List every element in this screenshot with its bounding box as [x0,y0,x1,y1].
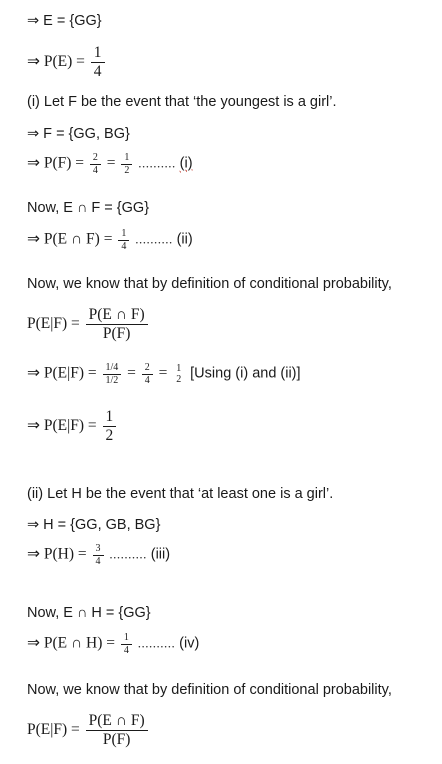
fraction-denominator: 1/2 [105,374,119,386]
fraction-denominator: 2 [176,374,182,385]
prob-e-left: ⇒ P(E) = [27,52,85,70]
event-f-definition: (i) Let F be the event that ‘the youngest is a girl’. [27,94,337,110]
fraction-denominator: 4 [95,555,101,567]
conditional-formula-line-2 [27,712,150,749]
prob-f-line [27,152,193,176]
prob-h-left: ⇒ P(H) = [27,545,87,563]
equation-tag: (i) [179,155,193,172]
equation-tag: (iii) [150,546,171,563]
set-h-line: ⇒ H = {GG, GB, BG} [27,517,161,533]
fraction-numerator: 1/4 [105,362,119,373]
prob-e-and-h-left: ⇒ P(E ∩ H) = [27,634,116,652]
conditional-result-left: ⇒ P(E|F) = [27,416,97,434]
fraction-numerator: 1 [93,44,102,61]
fraction-denominator: 4 [92,164,98,176]
intersection-eh-line: Now, E ∩ H = {GG} [27,605,151,621]
equals-sign: = [158,364,168,382]
conditional-result-fraction [103,408,117,445]
event-h-definition: (ii) Let H be the event that ‘at least one is a girl’. [27,486,334,502]
equation-tag: (iv) [179,635,200,652]
conditional-definition-text: Now, we know that by definition of conditional probability, [27,276,392,292]
prob-e-fraction [91,44,105,81]
prob-e-and-h-line [27,632,199,656]
set-f-line: ⇒ F = {GG, BG} [27,126,130,142]
conditional-definition-text-2: Now, we know that by definition of conditional probability, [27,682,392,698]
conditional-formula-fraction-2 [86,712,148,749]
conditional-formula-left-2: P(E|F) = [27,720,80,738]
fraction-numerator: P(E ∩ F) [88,306,145,323]
fraction-denominator: 2 [105,426,114,444]
fraction-denominator: P(F) [102,324,131,342]
prob-h-fraction [93,543,104,567]
set-e-line: ⇒ E = {GG} [27,13,102,29]
equals-sign: = [106,154,116,172]
leader-dots: .......... [137,635,176,651]
prob-f-fraction-2 [121,152,132,176]
fraction-denominator: 4 [123,644,129,656]
fraction-denominator: 4 [93,62,102,80]
conditional-result-line [27,408,118,445]
conditional-formula-fraction [86,306,148,343]
equation-tag: (ii) [176,231,193,248]
fraction-numerator: 1 [105,408,114,425]
fraction-numerator: 1 [121,228,127,239]
fraction-numerator: P(E ∩ F) [88,712,145,729]
prob-e-and-h-fraction [121,632,132,656]
fraction-numerator: 1 [123,632,129,643]
conditional-formula-left: P(E|F) = [27,314,80,332]
prob-e-and-f-fraction [118,228,129,252]
prob-f-left: ⇒ P(F) = [27,154,85,172]
prob-h-line [27,543,170,567]
equals-sign: = [127,364,136,382]
computation-fraction-3 [173,363,184,386]
computation-fraction-2 [142,362,153,386]
prob-e-and-f-line [27,228,193,252]
conditional-formula-line [27,306,150,343]
fraction-numerator: 3 [95,543,101,554]
leader-dots: .......... [109,546,147,562]
conditional-computation-left: ⇒ P(E|F) = [27,364,97,382]
using-reference-tag: [Using (i) and (ii)] [190,365,301,382]
conditional-computation-line [27,362,301,386]
fraction-numerator: 2 [144,362,150,373]
fraction-numerator: 2 [92,152,98,163]
leader-dots: .......... [138,155,176,171]
intersection-ef-line: Now, E ∩ F = {GG} [27,200,150,216]
fraction-denominator: 2 [124,164,130,176]
fraction-denominator: 4 [144,374,150,386]
leader-dots: .......... [135,231,173,247]
prob-e-and-f-left: ⇒ P(E ∩ F) = [27,230,113,248]
fraction-numerator: 1 [176,362,182,374]
prob-e-line [27,44,107,81]
prob-f-fraction-1 [90,152,101,176]
fraction-denominator: 4 [121,240,127,252]
computation-fraction-1 [103,362,122,386]
fraction-numerator: 1 [124,152,130,163]
fraction-denominator: P(F) [102,730,131,748]
